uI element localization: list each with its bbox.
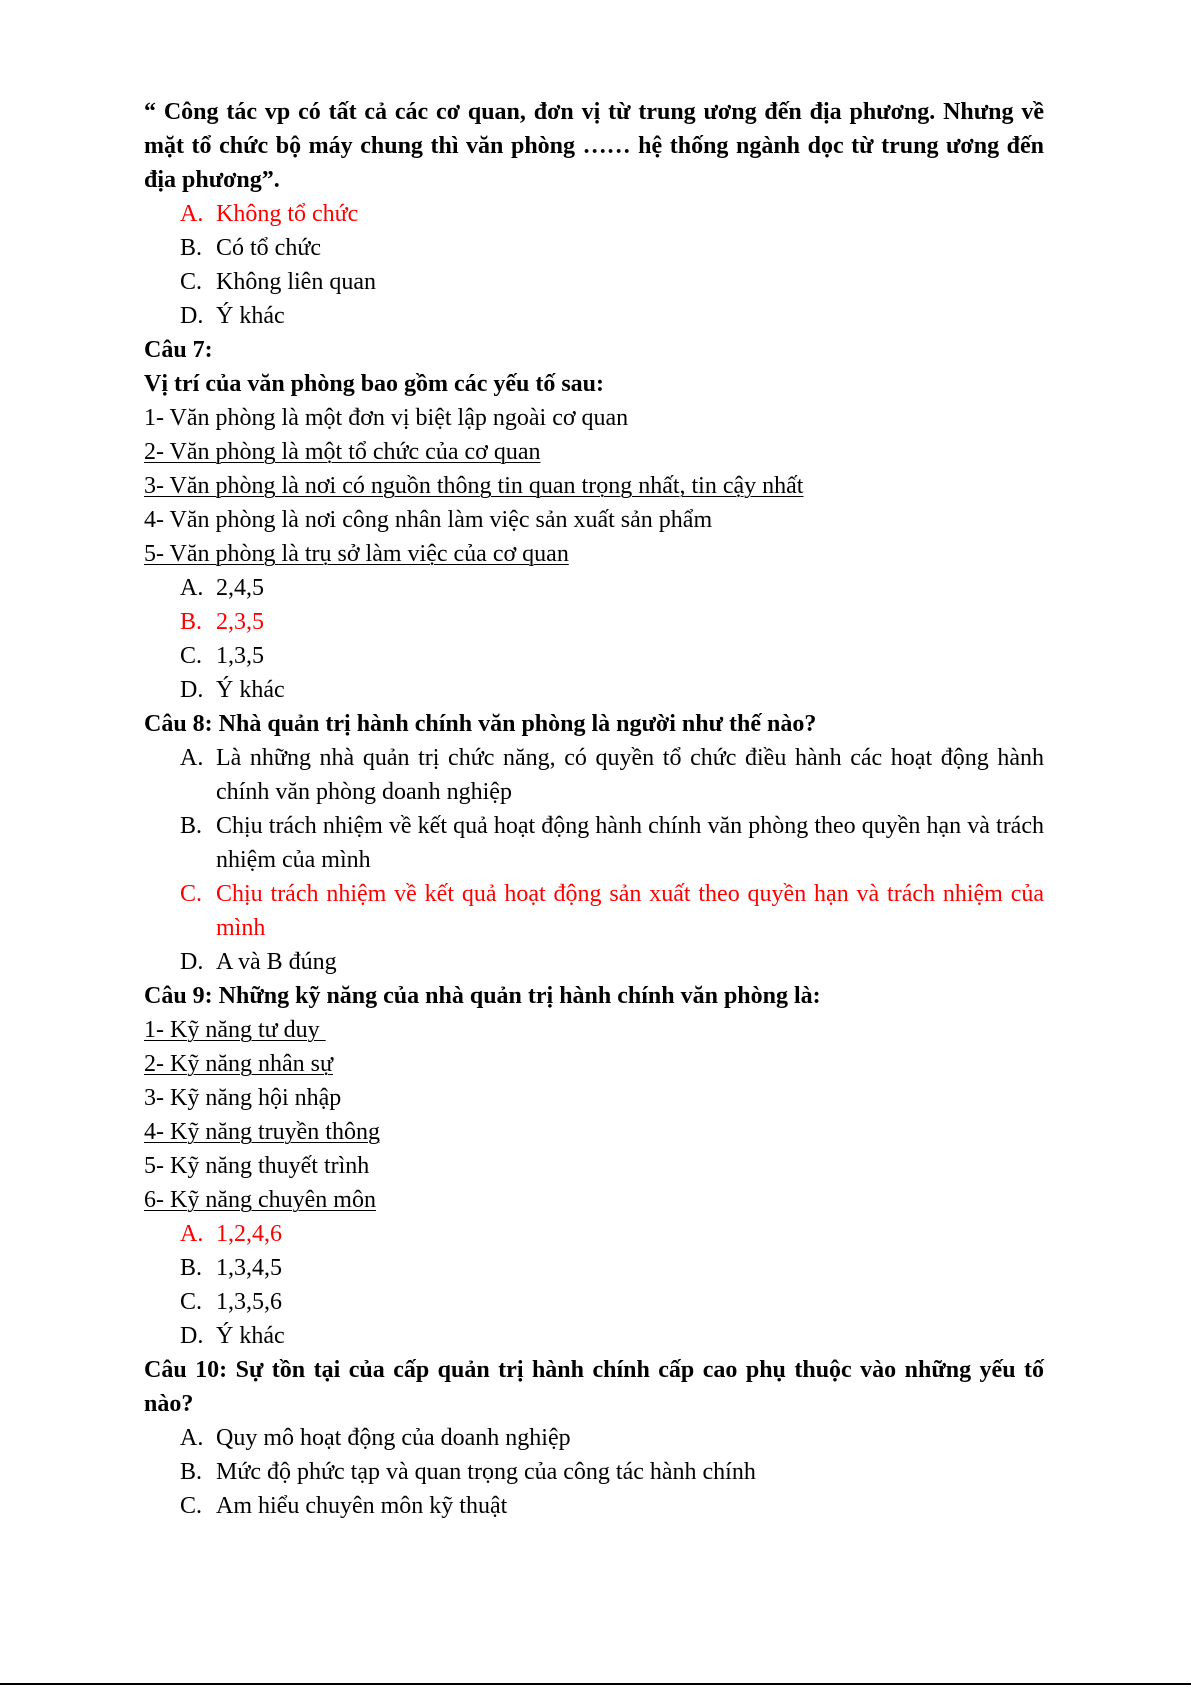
statement-text: 4- Kỹ năng truyền thông: [144, 1119, 380, 1145]
option-text: 2,4,5: [216, 575, 264, 601]
option-letter: B.: [180, 1255, 203, 1281]
option-text: Mức độ phức tạp và quan trọng của công tác hành chính: [216, 1459, 756, 1485]
intro-question: “ Công tác vp có tất cả các cơ quan, đơn vị từ trung ương đến địa phương. Nhưng về mặt tổ chức bộ máy chung thì văn phòng …… hệ thống ngành dọc từ trung ương đến địa phương”.: [144, 99, 1044, 193]
q9-statements: [144, 1013, 1044, 1217]
option-letter: A.: [180, 745, 204, 771]
q7-number: Câu 7:: [144, 337, 213, 363]
statement-line: [144, 1013, 1044, 1047]
option-text: 1,2,4,6: [216, 1221, 282, 1247]
answer-option: [180, 299, 1044, 333]
option-text: A và B đúng: [216, 949, 337, 975]
option-letter: C.: [180, 643, 203, 669]
answer-option: [180, 1421, 1044, 1455]
option-text: Có tổ chức: [216, 235, 321, 261]
q7-question: Vị trí của văn phòng bao gồm các yếu tố sau:: [144, 371, 605, 397]
option-letter: C.: [180, 881, 203, 907]
option-letter: D.: [180, 949, 204, 975]
option-text: Là những nhà quản trị chức năng, có quyền tổ chức điều hành các hoạt động hành chính văn phòng doanh nghiệp: [216, 745, 1044, 805]
option-letter: B.: [180, 1459, 203, 1485]
statement-line: [144, 537, 1044, 571]
statement-line: [144, 435, 1044, 469]
statement-line: [144, 469, 1044, 503]
option-text: Ý khác: [216, 677, 285, 703]
answer-option: [180, 1489, 1044, 1523]
q7-statements: [144, 401, 1044, 571]
option-text: Không tổ chức: [216, 201, 359, 227]
answer-option: [180, 1455, 1044, 1489]
q8-options: [144, 741, 1044, 979]
statement-text: 3- Văn phòng là nơi có nguồn thông tin quan trọng nhất, tin cậy nhất: [144, 473, 804, 499]
statement-line: [144, 1149, 1044, 1183]
statement-text: 2- Văn phòng là một tổ chức của cơ quan: [144, 439, 541, 465]
statement-line: [144, 1081, 1044, 1115]
statement-line: [144, 1047, 1044, 1081]
statement-line: [144, 503, 1044, 537]
answer-option: [180, 197, 1044, 231]
option-text: Chịu trách nhiệm về kết quả hoạt động hành chính văn phòng theo quyền hạn và trách nhiệm của mình: [216, 813, 1044, 873]
statement-text: 5- Kỹ năng thuyết trình: [144, 1153, 370, 1179]
option-letter: D.: [180, 303, 204, 329]
option-text: Ý khác: [216, 303, 285, 329]
statement-line: [144, 401, 1044, 435]
q8-question: Câu 8: Nhà quản trị hành chính văn phòng là người như thế nào?: [144, 711, 817, 737]
option-text: 1,3,4,5: [216, 1255, 282, 1281]
statement-text: 1- Kỹ năng tư duy: [144, 1017, 326, 1043]
option-letter: B.: [180, 813, 203, 839]
option-letter: B.: [180, 609, 203, 635]
statement-text: 3- Kỹ năng hội nhập: [144, 1085, 342, 1111]
statement-text: 4- Văn phòng là nơi công nhân làm việc sản xuất sản phẩm: [144, 507, 713, 533]
answer-option: [180, 571, 1044, 605]
q9-options: [144, 1217, 1044, 1353]
option-letter: D.: [180, 1323, 204, 1349]
option-letter: A.: [180, 1425, 204, 1451]
option-text: Không liên quan: [216, 269, 376, 295]
q7-options: [144, 571, 1044, 707]
option-text: 1,3,5: [216, 643, 264, 669]
q10-options: [144, 1421, 1044, 1523]
option-text: Am hiểu chuyên môn kỹ thuật: [216, 1493, 508, 1519]
statement-line: [144, 1183, 1044, 1217]
answer-option: [180, 809, 1044, 877]
option-text: 1,3,5,6: [216, 1289, 282, 1315]
answer-option: [180, 945, 1044, 979]
option-text: Ý khác: [216, 1323, 285, 1349]
option-text: Quy mô hoạt động của doanh nghiệp: [216, 1425, 571, 1451]
option-text: 2,3,5: [216, 609, 264, 635]
q6-options: [144, 197, 1044, 333]
option-letter: D.: [180, 677, 204, 703]
option-letter: C.: [180, 1289, 203, 1315]
answer-option: [180, 1319, 1044, 1353]
statement-text: 6- Kỹ năng chuyên môn: [144, 1187, 376, 1213]
option-letter: A.: [180, 201, 204, 227]
q9-question: Câu 9: Những kỹ năng của nhà quản trị hành chính văn phòng là:: [144, 983, 821, 1009]
statement-text: 1- Văn phòng là một đơn vị biệt lập ngoài cơ quan: [144, 405, 629, 431]
option-text: Chịu trách nhiệm về kết quả hoạt động sản xuất theo quyền hạn và trách nhiệm của mình: [216, 881, 1044, 941]
answer-option: [180, 639, 1044, 673]
option-letter: B.: [180, 235, 203, 261]
statement-text: 5- Văn phòng là trụ sở làm việc của cơ quan: [144, 541, 569, 567]
option-letter: A.: [180, 1221, 204, 1247]
option-letter: C.: [180, 1493, 203, 1519]
answer-option: [180, 673, 1044, 707]
q10-question: Câu 10: Sự tồn tại của cấp quản trị hành chính cấp cao phụ thuộc vào những yếu tố nào?: [144, 1357, 1044, 1417]
statement-text: 2- Kỹ năng nhân sự: [144, 1051, 333, 1077]
option-letter: C.: [180, 269, 203, 295]
answer-option: [180, 605, 1044, 639]
option-letter: A.: [180, 575, 204, 601]
answer-option: [180, 741, 1044, 809]
answer-option: [180, 1251, 1044, 1285]
answer-option: [180, 1285, 1044, 1319]
answer-option: [180, 265, 1044, 299]
answer-option: [180, 231, 1044, 265]
answer-option: [180, 877, 1044, 945]
answer-option: [180, 1217, 1044, 1251]
statement-line: [144, 1115, 1044, 1149]
document-content: [144, 95, 1044, 1523]
